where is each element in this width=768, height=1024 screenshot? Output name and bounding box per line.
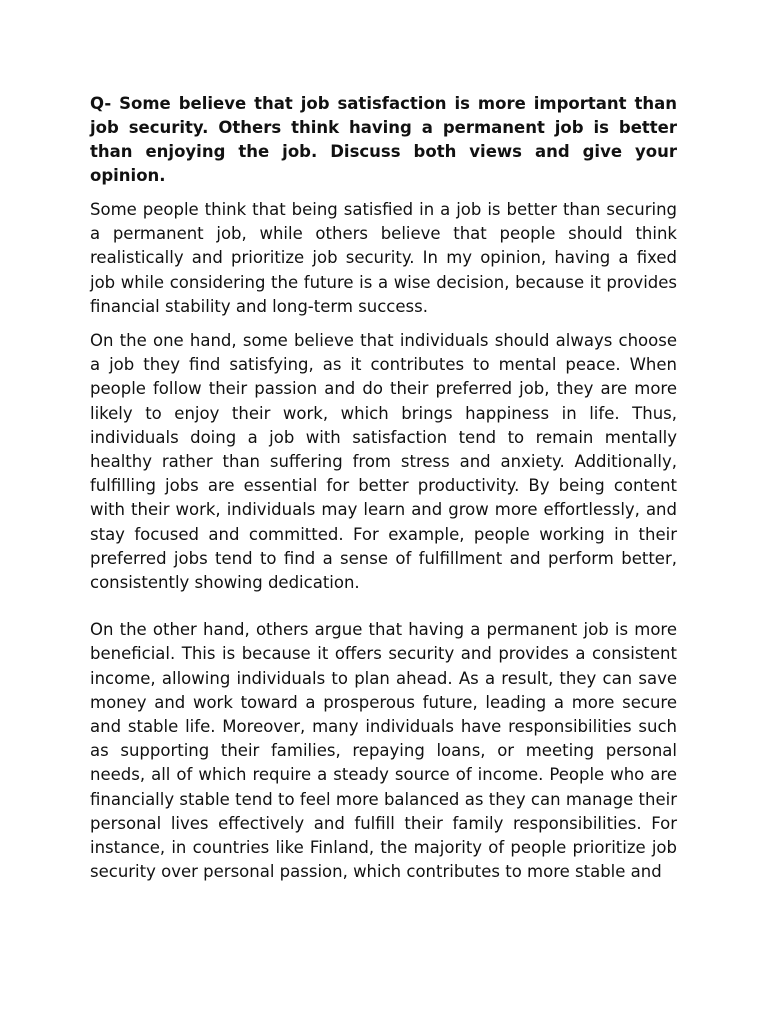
question-heading: Q- Some believe that job satisfaction is more important than job security. Others think having a permanent job is better than enjoying the job. Discuss both views and give your opinion. xyxy=(90,94,677,185)
introduction-paragraph: Some people think that being satisfied in a job is better than securing a permanent job, while others believe that people should think realistically and prioritize job security. In my opinion, having a fixed job while considering the future is a wise decision, because it provides financial stability and long-term success. xyxy=(90,200,677,316)
document-page xyxy=(90,92,677,894)
body-paragraph-security: On the other hand, others argue that having a permanent job is more beneficial. This is because it offers security and provides a consistent income, allowing individuals to plan ahead. As a result, they can save money and work toward a prosperous future, leading a more secure and stable life. Moreover, many individuals have responsibilities such as supporting their families, repaying loans, or meeting personal needs, all of which require a steady source of income. People who are financially stable tend to feel more balanced as they can manage their personal lives effectively and fulfill their family responsibilities. For instance, in countries like Finland, the majority of people prioritize job security over personal passion, which contributes to more stable and xyxy=(90,620,677,882)
body-paragraph-satisfaction: On the one hand, some believe that individuals should always choose a job they find satisfying, as it contributes to mental peace. When people follow their passion and do their preferred job, they are more likely to enjoy their work, which brings happiness in life. Thus, individuals doing a job with satisfaction tend to remain mentally healthy rather than suffering from stress and anxiety. Additionally, fulfilling jobs are essential for better productivity. By being content with their work, individuals may learn and grow more effortlessly, and stay focused and committed. For example, people working in their preferred jobs tend to find a sense of fulfillment and perform better, consistently showing dedication. xyxy=(90,331,677,593)
